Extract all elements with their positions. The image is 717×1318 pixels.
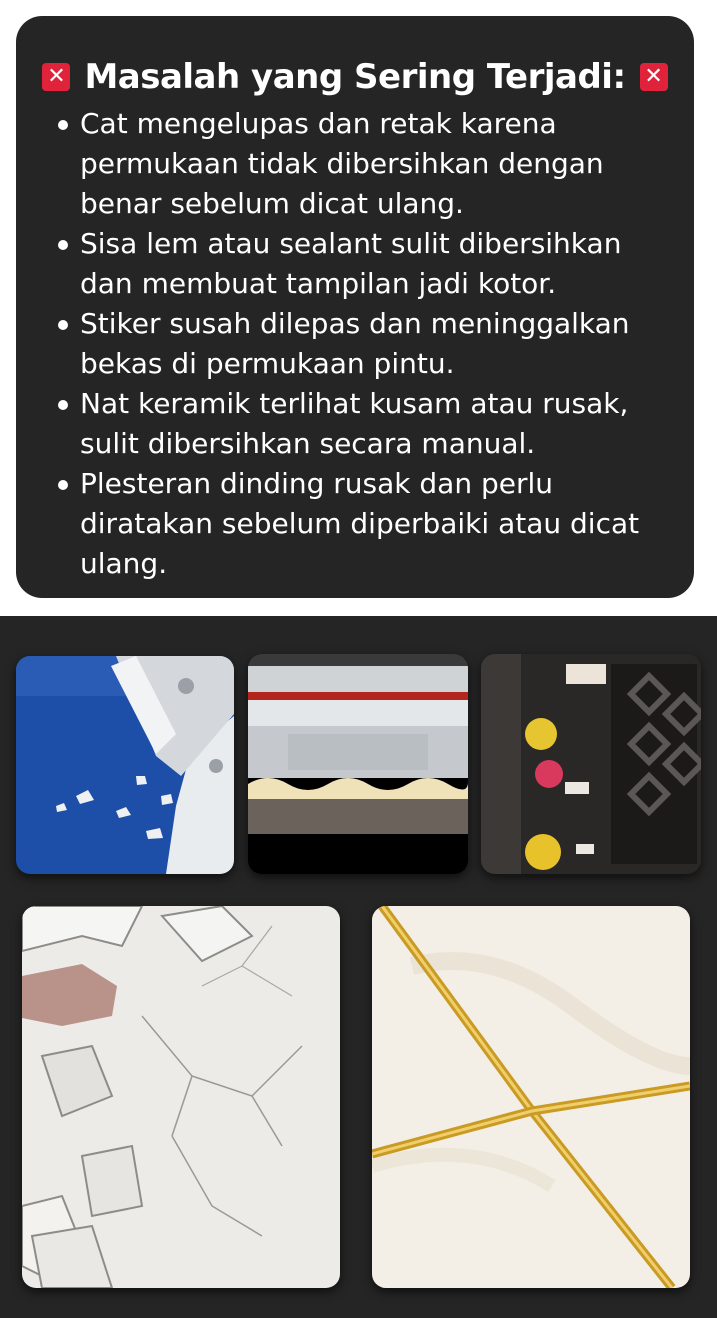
peeling-blue-paint-scraper-image: [16, 656, 234, 874]
problem-item: Plesteran dinding rusak dan perlu diratakan sebelum diperbaiki atau dicat ulang.: [58, 464, 678, 584]
cross-mark-icon: ✕: [42, 63, 70, 91]
cross-mark-icon: ✕: [640, 63, 668, 91]
problem-list: [58, 104, 678, 584]
cracked-wall-plaster-image: [22, 906, 340, 1288]
problem-item: Cat mengelupas dan retak karena permukaan tidak dibersihkan dengan benar sebelum dicat ulang.: [58, 104, 678, 224]
problem-item: Nat keramik terlihat kusam atau rusak, sulit dibersihkan secara manual.: [58, 384, 678, 464]
stickers-on-black-door-image: [481, 654, 701, 874]
problem-item: Stiker susah dilepas dan meninggalkan bekas di permukaan pintu.: [58, 304, 678, 384]
problems-card: [16, 16, 694, 598]
photo-gallery: [0, 616, 717, 1318]
sealant-residue-on-aluminum-frame-image: [248, 654, 468, 874]
problem-item: Sisa lem atau sealant sulit dibersihkan dan membuat tampilan jadi kotor.: [58, 224, 678, 304]
card-header: [16, 52, 694, 102]
card-title: Masalah yang Sering Terjadi:: [84, 57, 626, 97]
gold-tile-grout-image: [372, 906, 690, 1288]
